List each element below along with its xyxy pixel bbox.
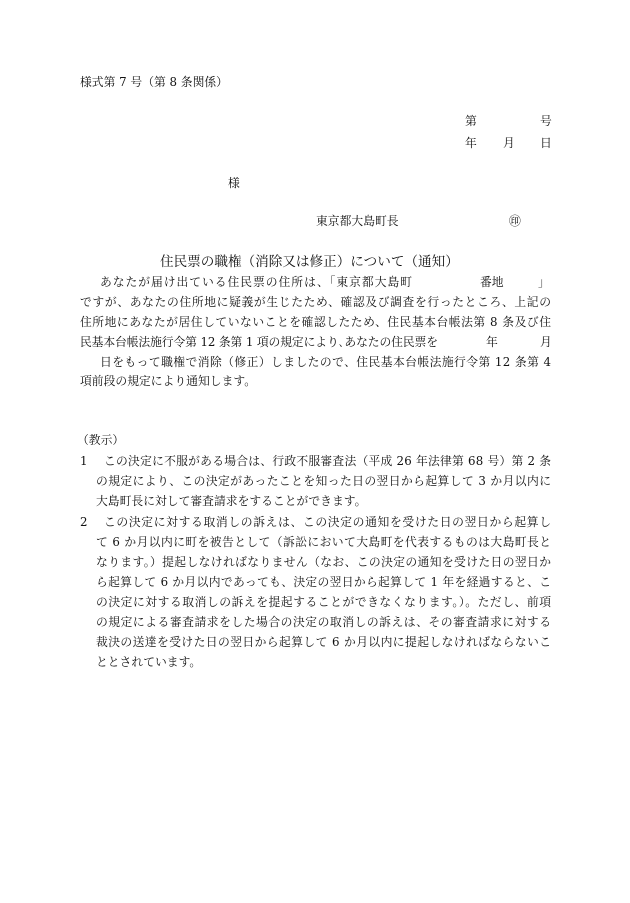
- issuer-name: 東京都大島町長: [316, 214, 399, 228]
- instruction-item-number: 1: [80, 454, 88, 468]
- issue-date-year-label: 年: [465, 136, 477, 150]
- form-number-label: 様式第 7 号（第 8 条関係）: [80, 75, 228, 89]
- instruction-item-number: 2: [80, 515, 88, 529]
- instruction-item-line: 大島町長に対して審査請求をすることができます。: [96, 494, 367, 508]
- deletion-date-year-label: 年: [486, 335, 498, 349]
- instruction-item-line: この決定に対する取消しの訴えは、この決定の通知を受けた日の翌日から起算し: [104, 515, 552, 529]
- notice-body-line: 日をもって職権で消除（修正）しましたので、住民基本台帳法施行令第 12 条第 4: [100, 355, 552, 369]
- seal-icon: ㊞: [509, 214, 521, 228]
- deletion-date-month-label: 月: [540, 335, 552, 349]
- instruction-item-line: て 6 か月以内に町を被告として（訴訟において大島町を代表するものは大島町長と: [96, 535, 552, 549]
- notice-body-line: 住所地にあなたが居住していないことを確認したため、住民基本台帳法第 8 条及び住: [80, 315, 552, 329]
- notice-line-address: あなたが届け出ている住民票の住所は、「東京都大島町: [100, 275, 413, 289]
- addressee-honorific: 様: [228, 176, 240, 190]
- issue-date-day-label: 日: [540, 136, 552, 150]
- instruction-item-line: の規定による審査請求をした場合の決定の取消しの訴えは、その審査請求に対する: [96, 615, 552, 629]
- instruction-item-line: 裁決の送達を受けた日の翌日から起算して 6 か月以内に提起しなければならないこ: [96, 635, 552, 649]
- notice-title: 住民票の職権（消除又は修正）について（通知）: [160, 254, 459, 270]
- document-number-suffix: 号: [540, 114, 552, 128]
- instructions-heading: （教示）: [77, 433, 125, 447]
- banchi-label: 番地: [480, 275, 504, 289]
- notice-date-line-text: 民基本台帳法施行令第 12 条第 1 項の規定により､あなたの住民票を: [80, 335, 438, 349]
- instruction-item-line: ら起算して 6 か月以内であっても、決定の翌日から起算して 1 年を経過すると、こ: [96, 575, 552, 589]
- instruction-item-line: この決定に不服がある場合は、行政不服審査法（平成 26 年法律第 68 号）第 2 条: [104, 454, 552, 468]
- notice-body-line: ですが、あなたの住所地に疑義が生じたため、確認及び調査を行ったところ、上記の: [80, 295, 552, 309]
- notice-body-line: 項前段の規定により通知します。: [80, 374, 257, 388]
- document-number-prefix: 第: [465, 114, 477, 128]
- issue-date-month-label: 月: [503, 136, 515, 150]
- address-close-quote: 」: [538, 275, 550, 289]
- instruction-item-line: の決定に対する取消しの訴えを提起することができなくなります。）。ただし、前項: [96, 595, 552, 609]
- instruction-item-line: なります。）提起しなければなりません（なお、この決定の通知を受けた日の翌日か: [96, 555, 552, 569]
- instruction-item-line: ととされています。: [96, 655, 202, 669]
- instruction-item-line: の規定により、この決定があったことを知った日の翌日から起算して 3 か月以内に: [96, 474, 552, 488]
